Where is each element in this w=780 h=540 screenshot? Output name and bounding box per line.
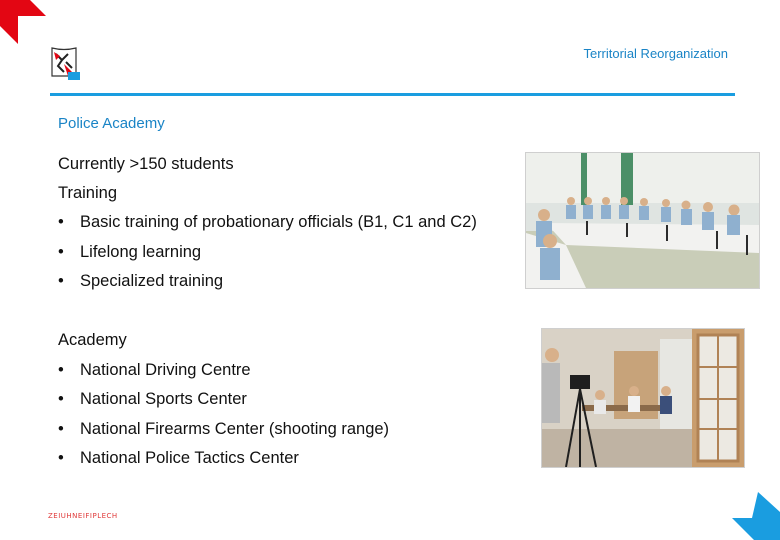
footer-watermark: ZEIUHNEIFIPLECH bbox=[48, 512, 118, 520]
bullet-marker: • bbox=[58, 272, 64, 290]
section-title: Police Academy bbox=[58, 115, 165, 132]
header-divider bbox=[50, 93, 735, 96]
academy-item-text: National Firearms Center (shooting range) bbox=[80, 420, 390, 438]
coat-of-arms-logo-icon bbox=[48, 46, 82, 82]
training-item-text: Lifelong learning bbox=[80, 243, 202, 261]
training-item-text: Basic training of probationary officials (B1, C1 and C2) bbox=[80, 213, 477, 231]
corner-blue-ribbon-icon bbox=[732, 492, 780, 540]
academy-item bbox=[58, 361, 251, 380]
academy-item bbox=[58, 390, 247, 409]
header-title: Territorial Reorganization bbox=[583, 46, 728, 61]
bullet-marker: • bbox=[58, 361, 64, 379]
classroom-photo bbox=[525, 152, 760, 289]
training-item bbox=[58, 213, 477, 232]
training-heading: Training bbox=[58, 184, 117, 202]
bullet-marker: • bbox=[58, 449, 64, 467]
training-item-text: Specialized training bbox=[80, 272, 224, 290]
bullet-marker: • bbox=[58, 213, 64, 231]
corner-red-ribbon-icon bbox=[0, 0, 46, 46]
training-room-photo bbox=[541, 328, 745, 468]
academy-item bbox=[58, 420, 389, 439]
academy-heading: Academy bbox=[58, 331, 127, 349]
students-line: Currently >150 students bbox=[58, 155, 234, 173]
academy-item-text: National Driving Centre bbox=[80, 361, 251, 379]
training-item bbox=[58, 272, 223, 291]
bullet-marker: • bbox=[58, 420, 64, 438]
academy-item bbox=[58, 449, 299, 468]
bullet-marker: • bbox=[58, 243, 64, 261]
academy-item-text: National Police Tactics Center bbox=[80, 449, 299, 467]
training-item bbox=[58, 243, 201, 262]
academy-item-text: National Sports Center bbox=[80, 390, 247, 408]
bullet-marker: • bbox=[58, 390, 64, 408]
